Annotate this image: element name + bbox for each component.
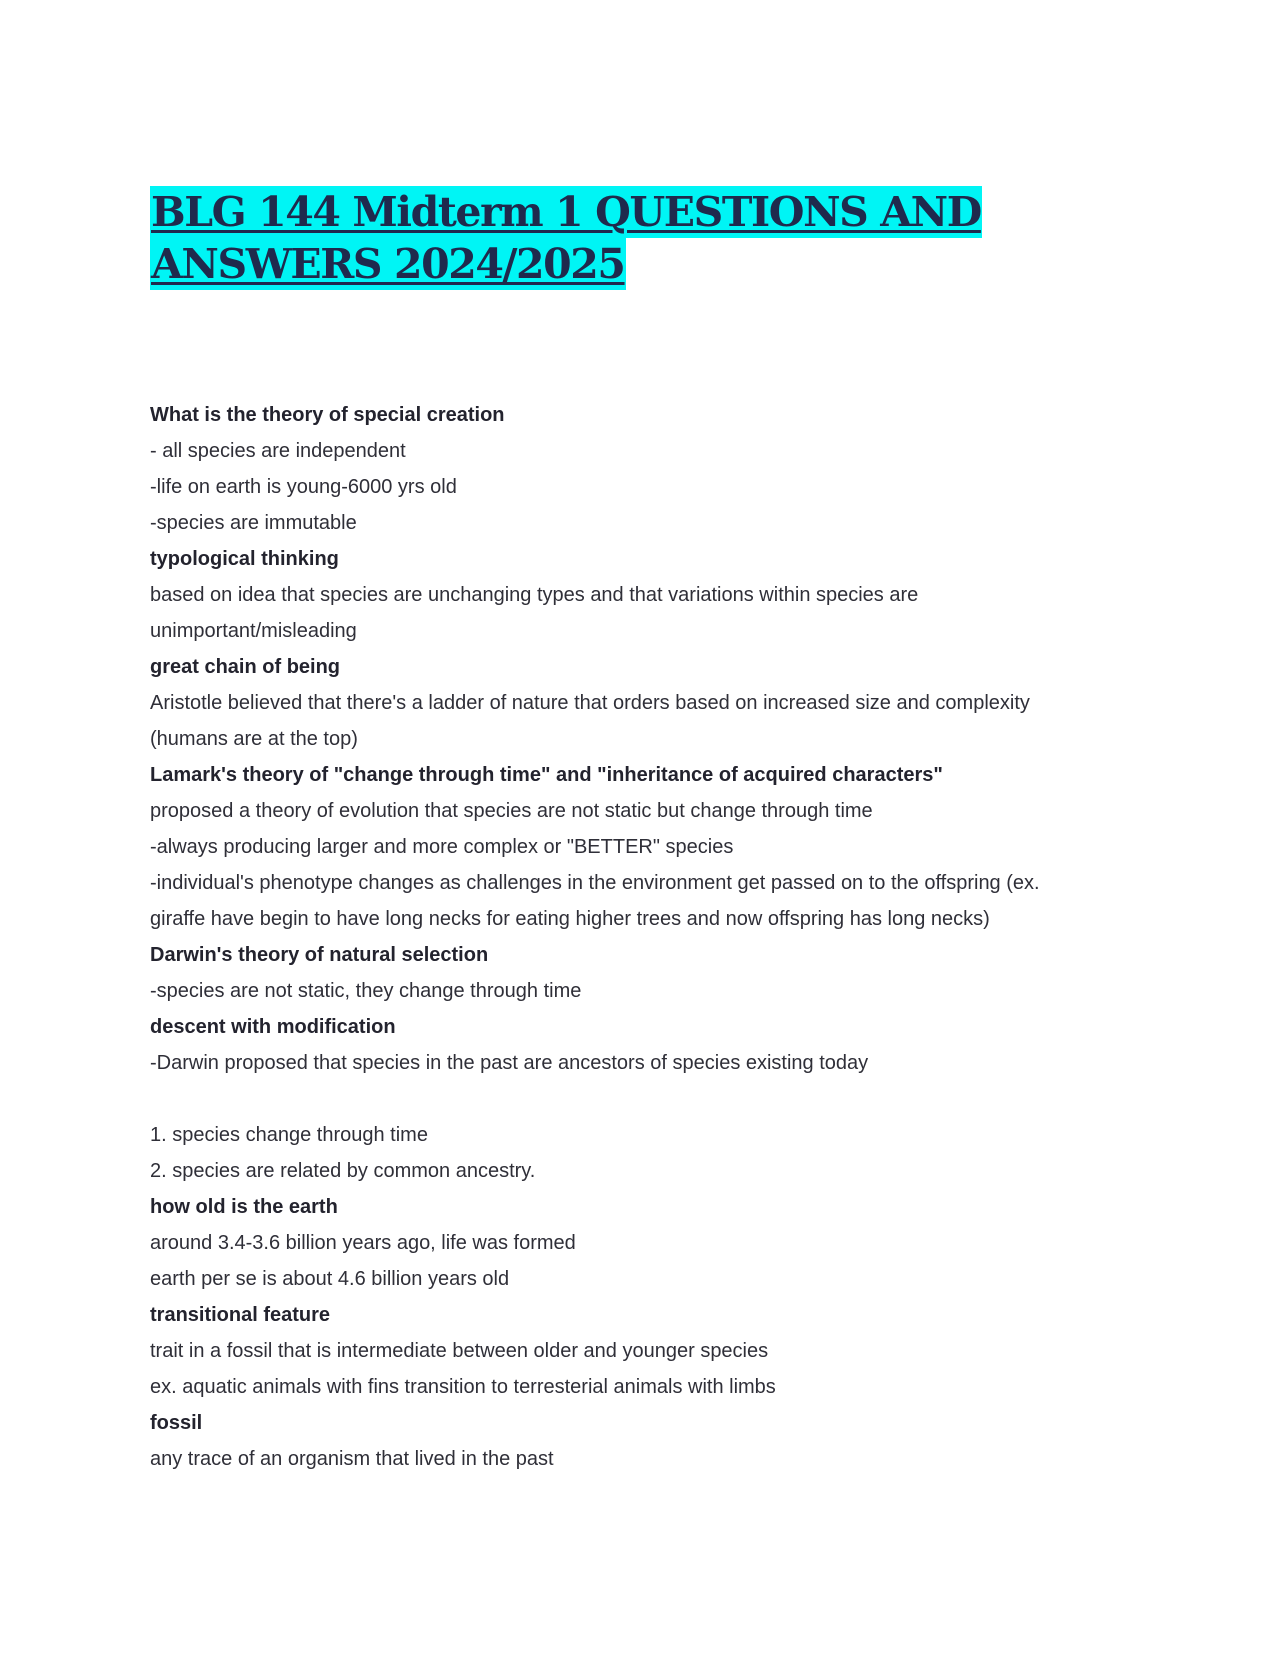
answer-text: based on idea that species are unchanging types and that variations within species are (150, 584, 919, 606)
answer-text: around 3.4-3.6 billion years ago, life was formed (150, 1232, 576, 1254)
answer-text: -species are not static, they change through time (150, 980, 582, 1002)
answer-text: -always producing larger and more complex or "BETTER" species (150, 836, 734, 858)
title-line-1: BLG 144 Midterm 1 QUESTIONS AND (151, 188, 981, 236)
question-text: What is the theory of special creation (150, 404, 505, 426)
answer-text: -life on earth is young-6000 yrs old (150, 476, 457, 498)
answer-text: -species are immutable (150, 512, 357, 534)
question-text: how old is the earth (150, 1196, 338, 1218)
title-line-2: ANSWERS 2024/2025 (151, 240, 625, 288)
question-text: Lamark's theory of "change through time" and "inheritance of acquired characters" (150, 764, 943, 786)
question-text: descent with modification (150, 1016, 396, 1038)
answer-text: trait in a fossil that is intermediate between older and younger species (150, 1340, 769, 1362)
question-text: fossil (150, 1412, 203, 1434)
answer-text: any trace of an organism that lived in the past (150, 1448, 554, 1470)
question-text: typological thinking (150, 548, 339, 570)
qa-list (150, 397, 1150, 1477)
answer-text: giraffe have begin to have long necks for eating higher trees and now offspring has long necks) (150, 908, 990, 930)
answer-text: 1. species change through time (150, 1124, 428, 1146)
answer-text: unimportant/misleading (150, 620, 357, 642)
page-title (150, 186, 1050, 290)
question-text: great chain of being (150, 656, 341, 678)
answer-text: 2. species are related by common ancestry. (150, 1160, 536, 1182)
answer-text: proposed a theory of evolution that species are not static but change through time (150, 800, 873, 822)
question-text: Darwin's theory of natural selection (150, 944, 489, 966)
answer-text: ex. aquatic animals with fins transition to terresterial animals with limbs (150, 1376, 776, 1398)
answer-text: earth per se is about 4.6 billion years old (150, 1268, 510, 1290)
blank-line (150, 1081, 1150, 1117)
answer-text: Aristotle believed that there's a ladder of nature that orders based on increased size and complexity (150, 692, 1030, 714)
answer-text: -individual's phenotype changes as challenges in the environment get passed on to the offspring (ex. (150, 872, 1040, 894)
answer-text: (humans are at the top) (150, 728, 358, 750)
answer-text: - all species are independent (150, 440, 406, 462)
answer-text: -Darwin proposed that species in the past are ancestors of species existing today (150, 1052, 869, 1074)
question-text: transitional feature (150, 1304, 331, 1326)
